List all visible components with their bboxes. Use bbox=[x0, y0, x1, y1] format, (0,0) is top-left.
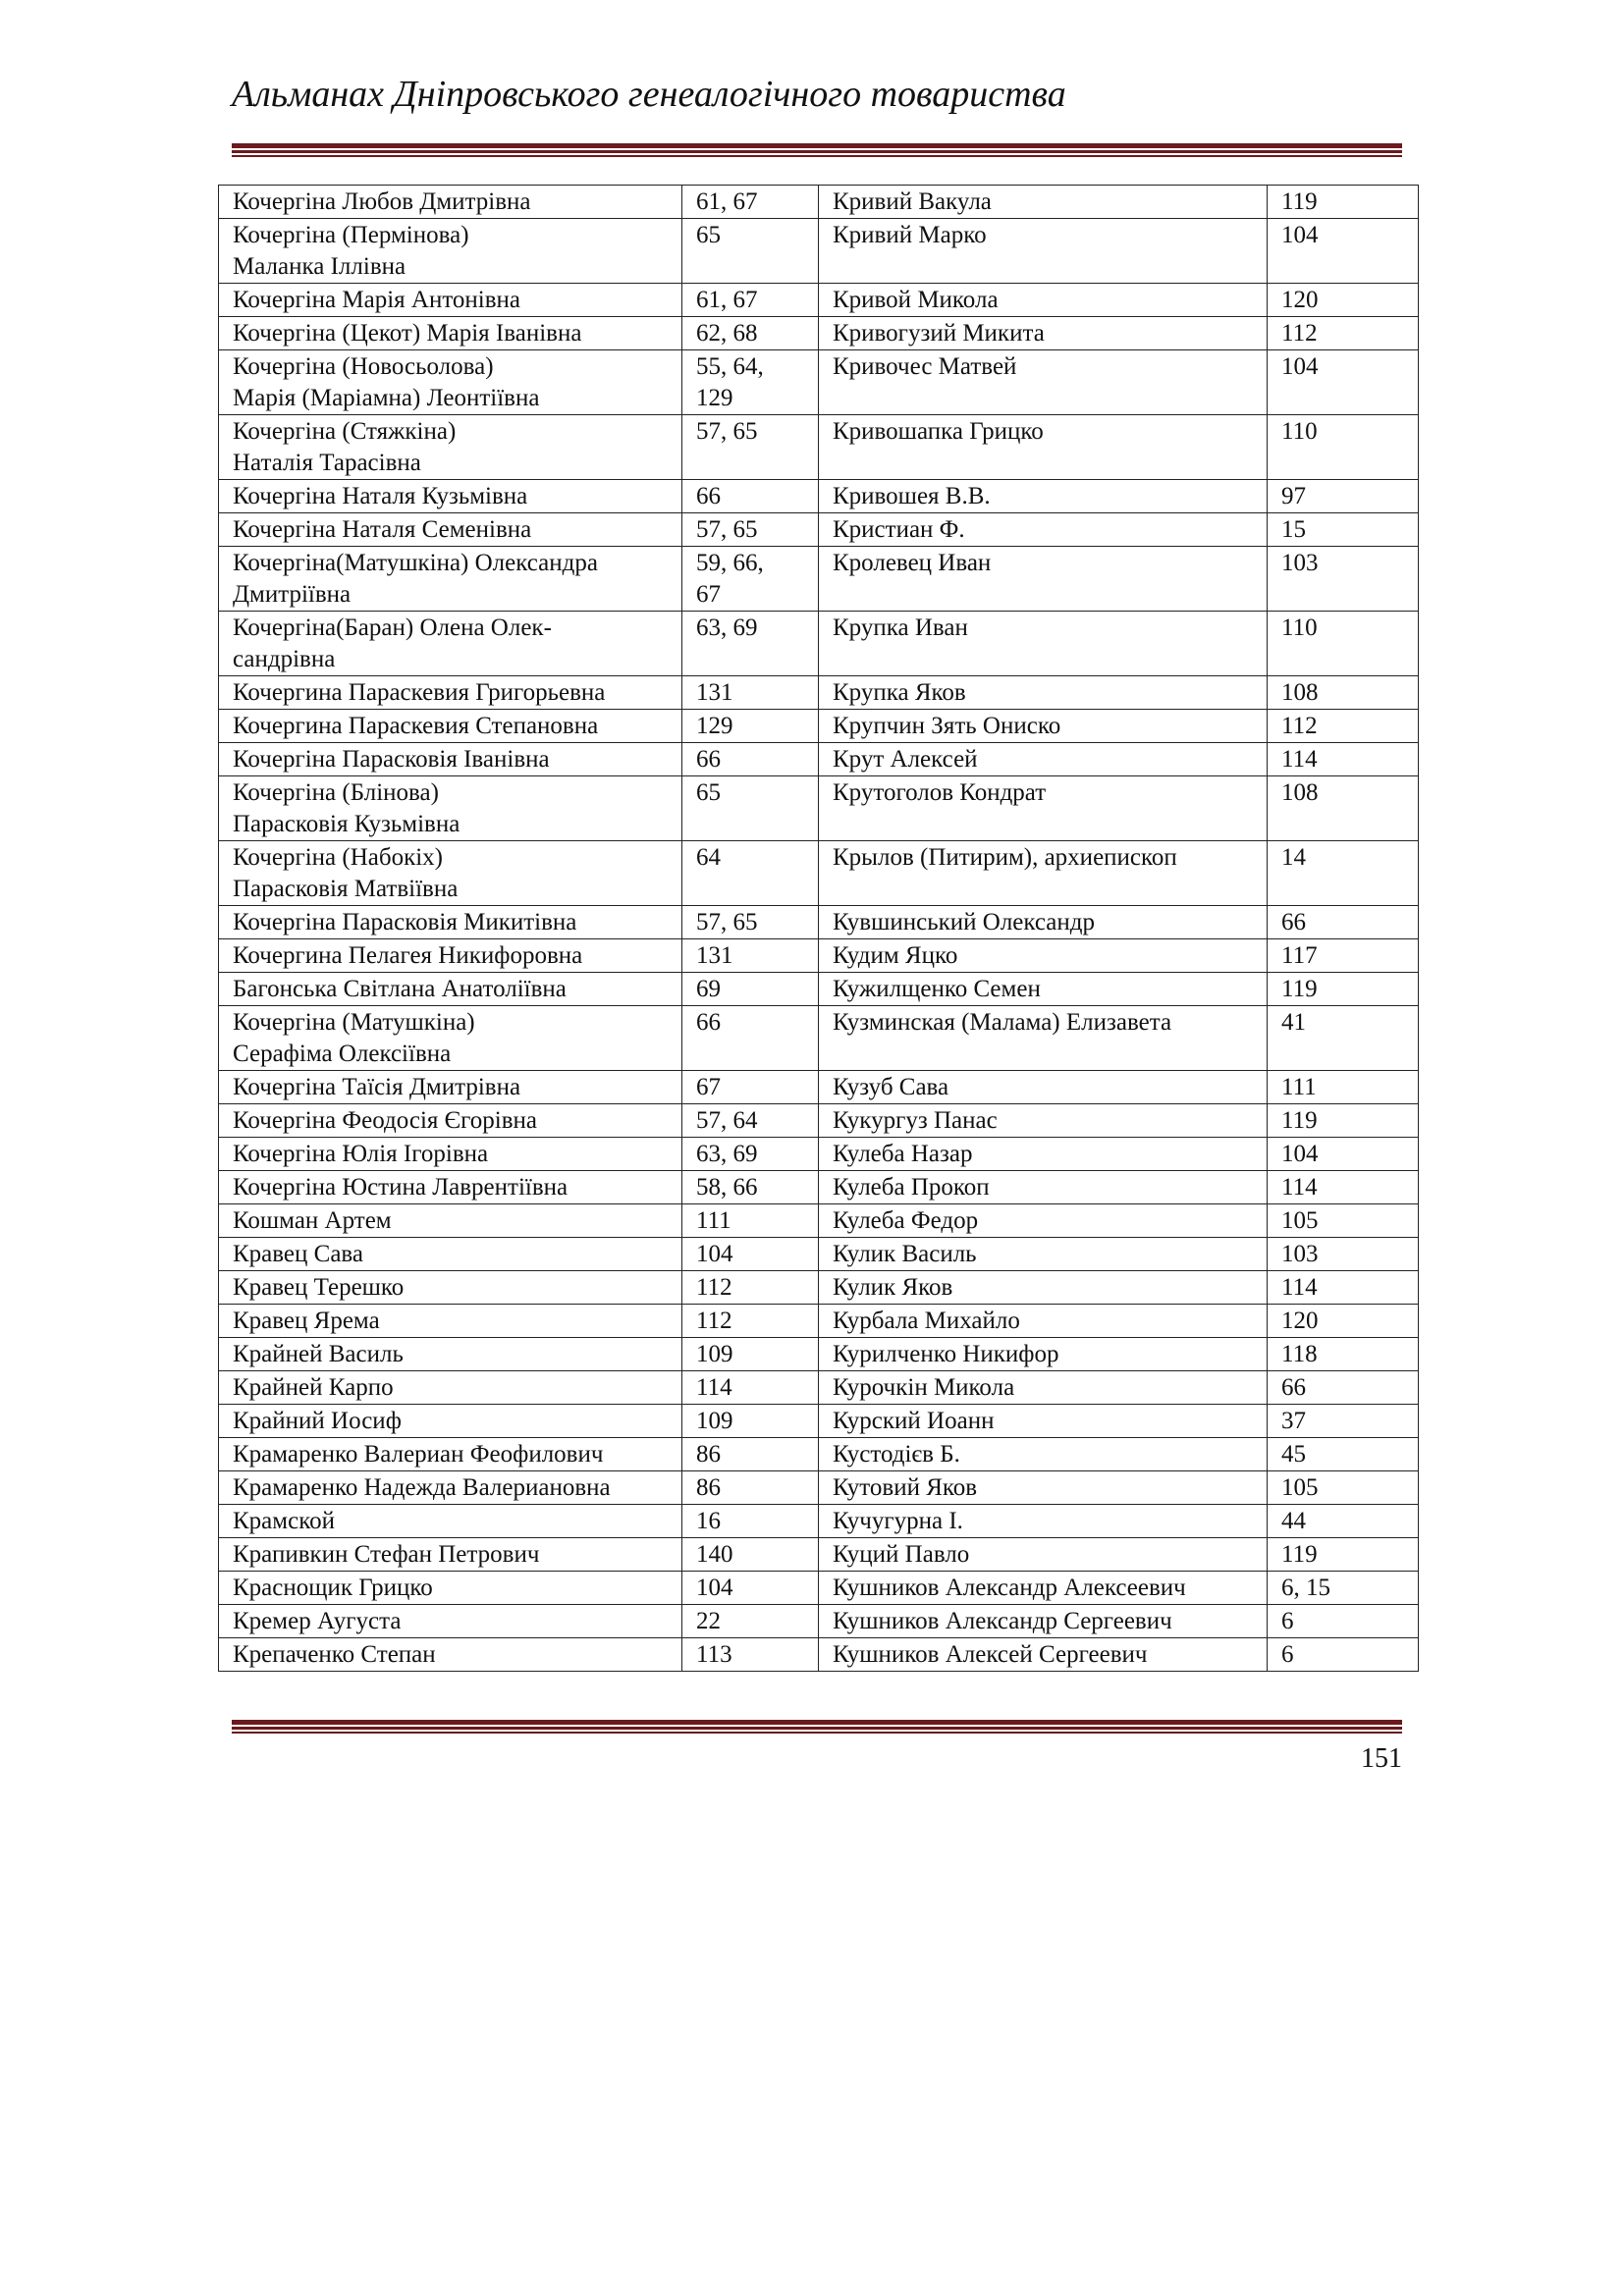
table-row bbox=[219, 1572, 1419, 1605]
index-pages-right: 97 bbox=[1268, 480, 1419, 513]
index-name-left: Кравец Ярема bbox=[219, 1305, 682, 1338]
index-pages-right: 105 bbox=[1268, 1471, 1419, 1505]
table-row bbox=[219, 1438, 1419, 1471]
index-pages-right: 117 bbox=[1268, 939, 1419, 973]
index-pages-left: 61, 67 bbox=[682, 284, 819, 317]
index-name-right: Куций Павло bbox=[819, 1538, 1268, 1572]
index-name-right: Крупка Яков bbox=[819, 676, 1268, 710]
index-name-left: Крепаченко Степан bbox=[219, 1638, 682, 1672]
index-pages-right: 108 bbox=[1268, 776, 1419, 841]
index-name-right: Кривогузий Микита bbox=[819, 317, 1268, 350]
table-row bbox=[219, 1338, 1419, 1371]
index-name-right: Кролевец Иван bbox=[819, 547, 1268, 612]
table-row bbox=[219, 841, 1419, 906]
table-row bbox=[219, 906, 1419, 939]
table-row bbox=[219, 939, 1419, 973]
index-name-right: Крут Алексей bbox=[819, 743, 1268, 776]
table-row bbox=[219, 1405, 1419, 1438]
index-name-right: Крутоголов Кондрат bbox=[819, 776, 1268, 841]
index-name-left: Кочергіна Юлія Ігорівна bbox=[219, 1138, 682, 1171]
table-row bbox=[219, 776, 1419, 841]
index-pages-right: 15 bbox=[1268, 513, 1419, 547]
index-name-left: Кочергіна Наталя Кузьмівна bbox=[219, 480, 682, 513]
index-name-left: Кочергина Параскевия Григорьевна bbox=[219, 676, 682, 710]
table-row bbox=[219, 186, 1419, 219]
table-row bbox=[219, 1204, 1419, 1238]
index-pages-right: 103 bbox=[1268, 547, 1419, 612]
index-pages-left: 63, 69 bbox=[682, 1138, 819, 1171]
index-pages-right: 119 bbox=[1268, 973, 1419, 1006]
index-pages-left: 140 bbox=[682, 1538, 819, 1572]
index-name-right: Кувшинський Олександр bbox=[819, 906, 1268, 939]
table-row bbox=[219, 710, 1419, 743]
index-name-left: Кошман Артем bbox=[219, 1204, 682, 1238]
index-pages-right: 14 bbox=[1268, 841, 1419, 906]
index-name-left: Кочергіна(Баран) Олена Олек- сандрівна bbox=[219, 612, 682, 676]
index-pages-right: 6 bbox=[1268, 1605, 1419, 1638]
index-pages-right: 66 bbox=[1268, 1371, 1419, 1405]
index-pages-left: 58, 66 bbox=[682, 1171, 819, 1204]
index-pages-left: 59, 66, 67 bbox=[682, 547, 819, 612]
index-pages-right: 104 bbox=[1268, 1138, 1419, 1171]
index-name-left: Крайней Василь bbox=[219, 1338, 682, 1371]
index-pages-left: 111 bbox=[682, 1204, 819, 1238]
index-pages-right: 119 bbox=[1268, 186, 1419, 219]
index-name-right: Крупчин Зять Ониско bbox=[819, 710, 1268, 743]
index-name-right: Кулеба Назар bbox=[819, 1138, 1268, 1171]
index-pages-right: 6 bbox=[1268, 1638, 1419, 1672]
index-pages-right: 104 bbox=[1268, 350, 1419, 415]
table-row bbox=[219, 547, 1419, 612]
index-name-left: Кочергіна Таїсія Дмитрівна bbox=[219, 1071, 682, 1104]
index-name-left: Кочергина Пелагея Никифоровна bbox=[219, 939, 682, 973]
index-pages-right: 103 bbox=[1268, 1238, 1419, 1271]
index-pages-left: 63, 69 bbox=[682, 612, 819, 676]
index-pages-left: 109 bbox=[682, 1405, 819, 1438]
table-row bbox=[219, 1238, 1419, 1271]
index-name-right: Кривий Марко bbox=[819, 219, 1268, 284]
index-name-right: Крылов (Питирим), архиепископ bbox=[819, 841, 1268, 906]
table-row bbox=[219, 1006, 1419, 1071]
index-name-left: Крамской bbox=[219, 1505, 682, 1538]
table-row bbox=[219, 743, 1419, 776]
index-pages-left: 57, 65 bbox=[682, 513, 819, 547]
index-name-right: Кривочес Матвей bbox=[819, 350, 1268, 415]
index-name-right: Кривошея В.В. bbox=[819, 480, 1268, 513]
index-pages-right: 110 bbox=[1268, 415, 1419, 480]
index-name-left: Багонська Світлана Анатоліївна bbox=[219, 973, 682, 1006]
index-name-right: Кривий Вакула bbox=[819, 186, 1268, 219]
index-name-left: Кочергина Параскевия Степановна bbox=[219, 710, 682, 743]
index-pages-left: 112 bbox=[682, 1271, 819, 1305]
index-pages-right: 119 bbox=[1268, 1104, 1419, 1138]
index-pages-right: 41 bbox=[1268, 1006, 1419, 1071]
table-row bbox=[219, 1271, 1419, 1305]
index-pages-left: 57, 65 bbox=[682, 906, 819, 939]
index-pages-right: 111 bbox=[1268, 1071, 1419, 1104]
index-name-left: Краснощик Грицко bbox=[219, 1572, 682, 1605]
table-row bbox=[219, 350, 1419, 415]
index-pages-left: 62, 68 bbox=[682, 317, 819, 350]
index-pages-left: 61, 67 bbox=[682, 186, 819, 219]
index-name-left: Кочергіна Парасковія Іванівна bbox=[219, 743, 682, 776]
table-row bbox=[219, 415, 1419, 480]
index-pages-right: 104 bbox=[1268, 219, 1419, 284]
index-pages-right: 37 bbox=[1268, 1405, 1419, 1438]
table-row bbox=[219, 1638, 1419, 1672]
index-pages-right: 112 bbox=[1268, 710, 1419, 743]
index-name-right: Кудим Яцко bbox=[819, 939, 1268, 973]
index-pages-left: 131 bbox=[682, 676, 819, 710]
index-pages-right: 66 bbox=[1268, 906, 1419, 939]
table-row bbox=[219, 480, 1419, 513]
index-name-right: Кучугурна І. bbox=[819, 1505, 1268, 1538]
header-rule bbox=[232, 143, 1402, 157]
table-row bbox=[219, 1305, 1419, 1338]
index-pages-left: 66 bbox=[682, 743, 819, 776]
index-pages-left: 65 bbox=[682, 219, 819, 284]
index-name-right: Кушников Александр Алексеевич bbox=[819, 1572, 1268, 1605]
index-name-right: Кристиан Ф. bbox=[819, 513, 1268, 547]
index-pages-left: 114 bbox=[682, 1371, 819, 1405]
table-row bbox=[219, 1371, 1419, 1405]
index-pages-left: 109 bbox=[682, 1338, 819, 1371]
index-pages-left: 69 bbox=[682, 973, 819, 1006]
index-pages-left: 22 bbox=[682, 1605, 819, 1638]
index-name-right: Крупка Иван bbox=[819, 612, 1268, 676]
table-row bbox=[219, 219, 1419, 284]
index-name-left: Кочергіна (Цекот) Марія Іванівна bbox=[219, 317, 682, 350]
index-pages-right: 114 bbox=[1268, 1271, 1419, 1305]
index-name-right: Курский Иоанн bbox=[819, 1405, 1268, 1438]
index-pages-left: 65 bbox=[682, 776, 819, 841]
index-name-right: Кривой Микола bbox=[819, 284, 1268, 317]
table-row bbox=[219, 1605, 1419, 1638]
index-pages-right: 110 bbox=[1268, 612, 1419, 676]
index-name-left: Крапивкин Стефан Петрович bbox=[219, 1538, 682, 1572]
index-name-left: Кочергіна Феодосія Єгорівна bbox=[219, 1104, 682, 1138]
table-row bbox=[219, 1171, 1419, 1204]
index-name-left: Кремер Аугуста bbox=[219, 1605, 682, 1638]
page-number: 151 bbox=[1361, 1743, 1402, 1774]
index-pages-right: 120 bbox=[1268, 1305, 1419, 1338]
index-name-left: Кравец Терешко bbox=[219, 1271, 682, 1305]
index-name-left: Кочергіна (Блінова) Парасковія Кузьмівна bbox=[219, 776, 682, 841]
running-header-title: Альманах Дніпровського генеалогічного товариства bbox=[232, 74, 1066, 115]
index-pages-left: 57, 65 bbox=[682, 415, 819, 480]
table-row bbox=[219, 1071, 1419, 1104]
index-name-left: Крайний Иосиф bbox=[219, 1405, 682, 1438]
index-name-left: Кочергіна Марія Антонівна bbox=[219, 284, 682, 317]
index-name-left: Кочергіна (Пермінова) Маланка Іллівна bbox=[219, 219, 682, 284]
index-name-right: Кулеба Федор bbox=[819, 1204, 1268, 1238]
index-pages-left: 104 bbox=[682, 1238, 819, 1271]
index-pages-right: 114 bbox=[1268, 1171, 1419, 1204]
index-pages-right: 105 bbox=[1268, 1204, 1419, 1238]
index-name-left: Кочергіна (Набокіх) Парасковія Матвіївна bbox=[219, 841, 682, 906]
index-pages-right: 6, 15 bbox=[1268, 1572, 1419, 1605]
index-pages-right: 112 bbox=[1268, 317, 1419, 350]
table-row bbox=[219, 973, 1419, 1006]
index-name-left: Кочергіна (Матушкіна) Серафіма Олексіївна bbox=[219, 1006, 682, 1071]
index-pages-left: 131 bbox=[682, 939, 819, 973]
index-name-right: Кукургуз Панас bbox=[819, 1104, 1268, 1138]
index-pages-right: 44 bbox=[1268, 1505, 1419, 1538]
index-name-left: Кравец Сава bbox=[219, 1238, 682, 1271]
index-name-right: Курбала Михайло bbox=[819, 1305, 1268, 1338]
index-name-right: Кузуб Сава bbox=[819, 1071, 1268, 1104]
index-pages-right: 119 bbox=[1268, 1538, 1419, 1572]
index-name-right: Кузминская (Малама) Елизавета bbox=[819, 1006, 1268, 1071]
index-name-right: Кужилщенко Семен bbox=[819, 973, 1268, 1006]
index-name-left: Кочергіна Наталя Семенівна bbox=[219, 513, 682, 547]
index-name-right: Курилченко Никифор bbox=[819, 1338, 1268, 1371]
table-row bbox=[219, 1104, 1419, 1138]
index-name-right: Кулик Яков bbox=[819, 1271, 1268, 1305]
index-name-left: Кочергіна (Новосьолова) Марія (Маріамна) Леонтіївна bbox=[219, 350, 682, 415]
index-name-right: Кустодієв Б. bbox=[819, 1438, 1268, 1471]
table-row bbox=[219, 1505, 1419, 1538]
index-pages-right: 114 bbox=[1268, 743, 1419, 776]
table-row bbox=[219, 284, 1419, 317]
index-pages-right: 45 bbox=[1268, 1438, 1419, 1471]
index-pages-right: 108 bbox=[1268, 676, 1419, 710]
index-name-left: Крамаренко Надежда Валериановна bbox=[219, 1471, 682, 1505]
index-pages-right: 118 bbox=[1268, 1338, 1419, 1371]
index-pages-left: 66 bbox=[682, 1006, 819, 1071]
table-row bbox=[219, 676, 1419, 710]
index-name-left: Крамаренко Валериан Феофилович bbox=[219, 1438, 682, 1471]
index-pages-left: 113 bbox=[682, 1638, 819, 1672]
table-row bbox=[219, 1138, 1419, 1171]
index-pages-left: 86 bbox=[682, 1438, 819, 1471]
index-name-left: Крайней Карпо bbox=[219, 1371, 682, 1405]
index-pages-left: 55, 64, 129 bbox=[682, 350, 819, 415]
index-pages-left: 86 bbox=[682, 1471, 819, 1505]
index-name-right: Кутовий Яков bbox=[819, 1471, 1268, 1505]
index-pages-left: 129 bbox=[682, 710, 819, 743]
index-name-right: Кушников Алексей Сергеевич bbox=[819, 1638, 1268, 1672]
name-index-table bbox=[218, 185, 1419, 1672]
table-row bbox=[219, 513, 1419, 547]
index-pages-left: 112 bbox=[682, 1305, 819, 1338]
table-row bbox=[219, 612, 1419, 676]
index-pages-left: 66 bbox=[682, 480, 819, 513]
index-name-right: Кулеба Прокоп bbox=[819, 1171, 1268, 1204]
table-row bbox=[219, 317, 1419, 350]
table-row bbox=[219, 1471, 1419, 1505]
index-name-right: Кривошапка Грицко bbox=[819, 415, 1268, 480]
footer-rule bbox=[232, 1720, 1402, 1734]
index-name-left: Кочергіна(Матушкіна) Олександра Дмитріївна bbox=[219, 547, 682, 612]
index-pages-left: 67 bbox=[682, 1071, 819, 1104]
index-name-left: Кочергіна (Стяжкіна) Наталія Тарасівна bbox=[219, 415, 682, 480]
index-pages-left: 16 bbox=[682, 1505, 819, 1538]
index-name-right: Курочкін Микола bbox=[819, 1371, 1268, 1405]
index-name-left: Кочергіна Юстина Лаврентіївна bbox=[219, 1171, 682, 1204]
table-row bbox=[219, 1538, 1419, 1572]
index-name-right: Кушников Александр Сергеевич bbox=[819, 1605, 1268, 1638]
index-pages-left: 64 bbox=[682, 841, 819, 906]
index-pages-left: 104 bbox=[682, 1572, 819, 1605]
index-pages-left: 57, 64 bbox=[682, 1104, 819, 1138]
index-name-left: Кочергіна Любов Дмитрівна bbox=[219, 186, 682, 219]
index-name-right: Кулик Василь bbox=[819, 1238, 1268, 1271]
index-pages-right: 120 bbox=[1268, 284, 1419, 317]
name-index-body bbox=[219, 186, 1419, 1672]
index-name-left: Кочергіна Парасковія Микитівна bbox=[219, 906, 682, 939]
